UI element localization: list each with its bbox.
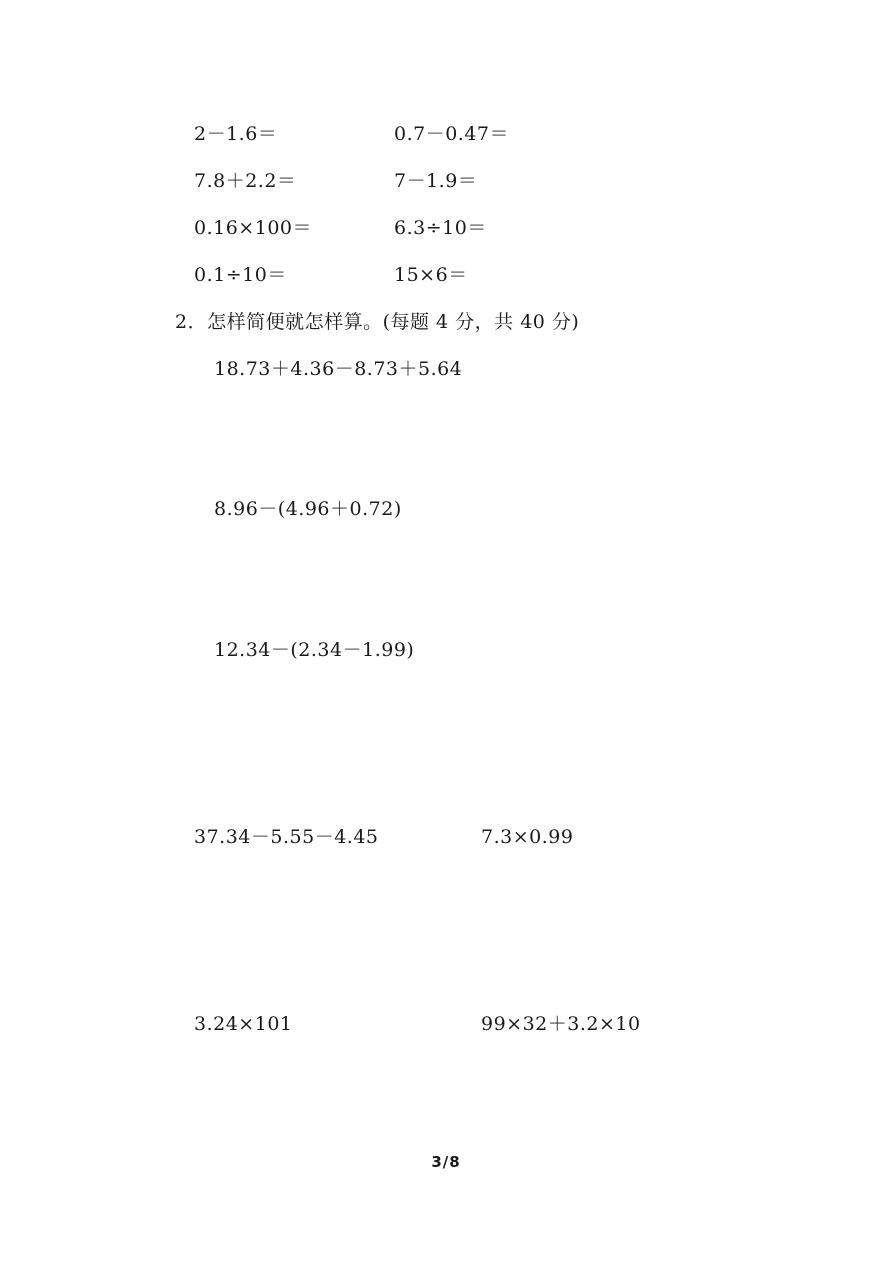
problem-3: 12.34－(2.34－1.99) [214,639,415,661]
oral-calc-3-left: 0.16×100＝ [194,217,312,239]
oral-calc-2-right: 7－1.9＝ [394,170,478,192]
oral-calc-2-left: 7.8＋2.2＝ [194,170,297,192]
oral-calc-1-left: 2－1.6＝ [194,123,278,145]
problem-6: 3.24×101 [194,1013,293,1035]
oral-calc-1-right: 0.7－0.47＝ [394,123,510,145]
problem-1: 18.73＋4.36－8.73＋5.64 [214,358,463,380]
oral-calc-4-right: 15×6＝ [394,264,468,286]
problem-4: 37.34－5.55－4.45 [194,826,379,848]
page-number: 3/8 [431,1153,461,1171]
oral-calc-4-left: 0.1÷10＝ [194,264,287,286]
problem-5: 7.3×0.99 [481,826,574,848]
oral-calc-3-right: 6.3÷10＝ [394,217,487,239]
problem-7: 99×32＋3.2×10 [481,1013,641,1035]
problem-2: 8.96－(4.96＋0.72) [214,498,402,520]
section-2-heading: 2．怎样简便就怎样算。(每题 4 分，共 40 分) [175,311,580,333]
